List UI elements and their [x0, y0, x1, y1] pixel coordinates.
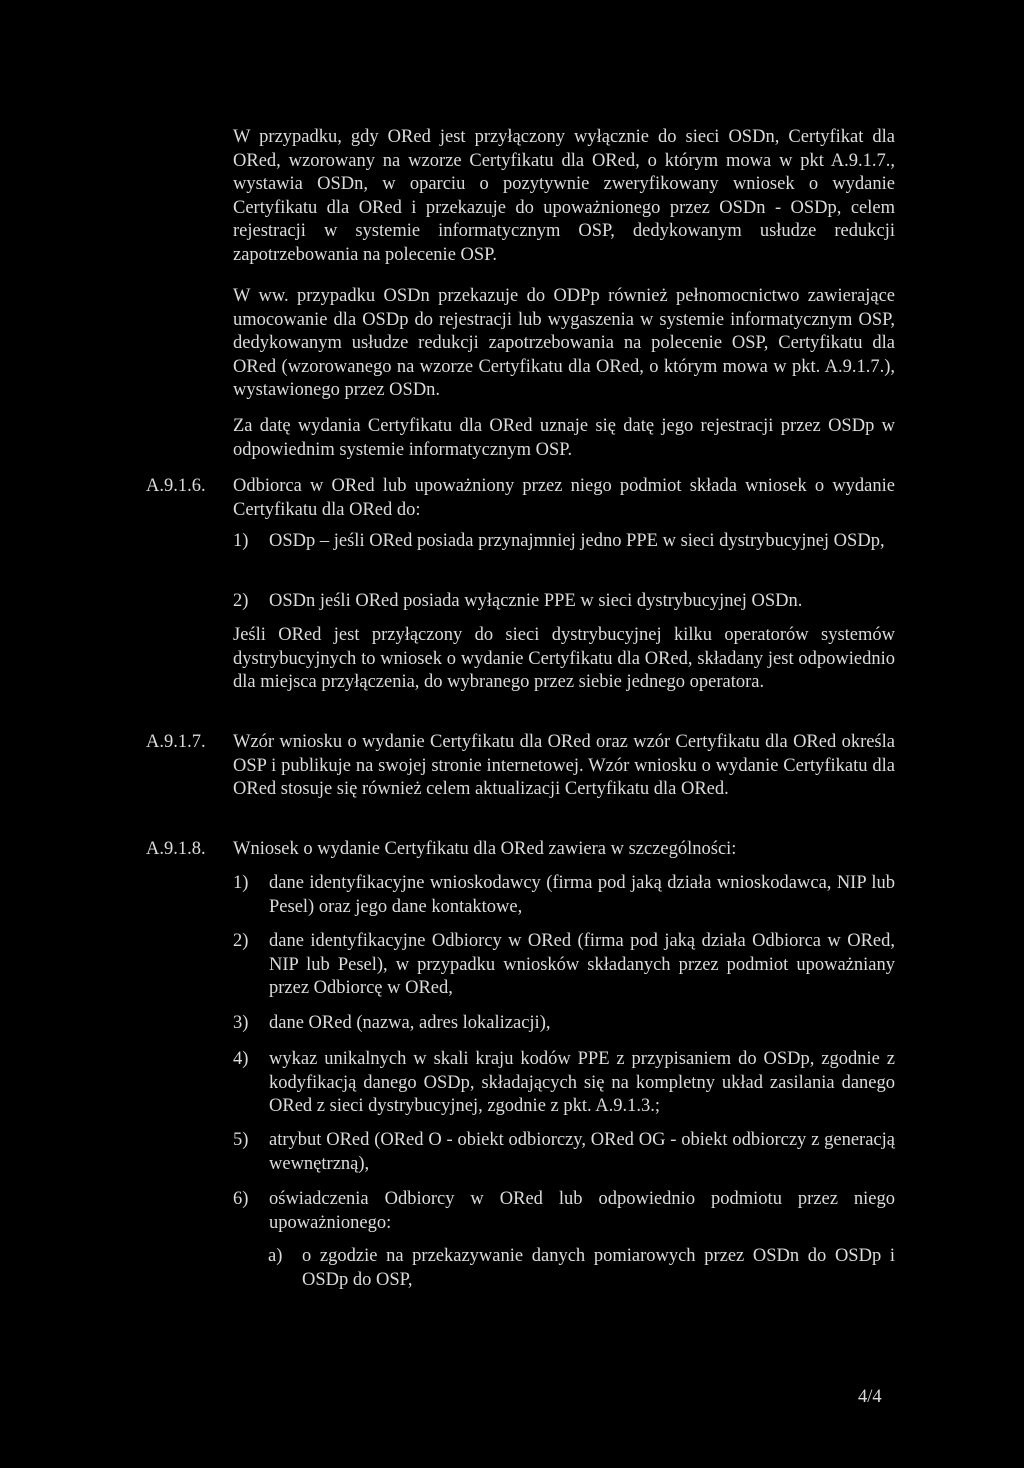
- list-item-text: OSDp – jeśli ORed posiada przynajmniej jedno PPE w sieci dystrybucyjnej OSDp,: [269, 531, 885, 551]
- list-item-text: dane ORed (nazwa, adres lokalizacji),: [269, 1013, 551, 1033]
- sub-list-item-label: a): [268, 1246, 283, 1266]
- section-number: A.9.1.8.: [146, 839, 206, 859]
- page-number: 4/4: [858, 1387, 882, 1407]
- paragraph-osdn-certificate: W przypadku, gdy ORed jest przyłączony wyłącznie do sieci OSDn, Certyfikat dla ORed, wzorowany na wzorze Certyfikatu dla ORed, o którym mowa w pkt A.9.1.7., wystawia OSDn, w oparciu o pozytywnie zweryfikowany wniosek o wydanie Certyfikatu dla ORed i przekazuje do upoważnionego przez OSDn - OSDp, celem rejestracji w systemie informatycznym OSP, dedykowanym usłudze redukcji zapotrzebowania na polecenie OSP.: [233, 127, 895, 265]
- list-item-text: OSDn jeśli ORed posiada wyłącznie PPE w sieci dystrybucyjnej OSDn.: [269, 591, 803, 611]
- list-item-label: 1): [233, 873, 249, 893]
- list-item-label: 5): [233, 1130, 249, 1150]
- section-number: A.9.1.7.: [146, 732, 206, 752]
- list-item-label: 3): [233, 1013, 249, 1033]
- list-item-label: 1): [233, 531, 249, 551]
- section-a916-intro: Odbiorca w ORed lub upoważniony przez niego podmiot składa wniosek o wydanie Certyfikatu dla ORed do:: [233, 476, 895, 520]
- list-item-label: 2): [233, 931, 249, 951]
- list-item-text: dane identyfikacyjne wnioskodawcy (firma pod jaką działa wnioskodawca, NIP lub Pesel) oraz jego dane kontaktowe,: [269, 873, 895, 917]
- list-item-text: atrybut ORed (ORed O - obiekt odbiorczy, ORed OG - obiekt odbiorczy z generacją wewnętrzną),: [269, 1130, 895, 1174]
- section-a917-text: Wzór wniosku o wydanie Certyfikatu dla ORed oraz wzór Certyfikatu dla ORed określa OSP i publikuje na swojej stronie internetowej. Wzór wniosku o wydanie Certyfikatu dla ORed stosuje się również celem aktualizacji Certyfikatu dla ORed.: [233, 732, 895, 799]
- paragraph-power-of-attorney: W ww. przypadku OSDn przekazuje do ODPp również pełnomocnictwo zawierające umocowanie dla OSDp do rejestracji lub wygaszenia w systemie informatycznym OSP, dedykowanym usłudze redukcji zapotrzebowania na polecenie OSP, Certyfikatu dla ORed (wzorowanego na wzorze Certyfikatu dla ORed, o którym mowa w pkt. A.9.1.7.), wystawionego przez OSDn.: [233, 286, 895, 400]
- list-item-label: 2): [233, 591, 249, 611]
- list-item-text: wykaz unikalnych w skali kraju kodów PPE z przypisaniem do OSDp, zgodnie z kodyfikacją danego OSDp, składających się na kompletny układ zasilania danego ORed z sieci dystrybucyjnej, zgodnie z pkt. A.9.1.3.;: [269, 1049, 895, 1116]
- list-item-label: 6): [233, 1189, 249, 1209]
- paragraph-issue-date: Za datę wydania Certyfikatu dla ORed uznaje się datę jego rejestracji przez OSDp w odpowiednim systemie informatycznym OSP.: [233, 416, 895, 460]
- section-a916-closing: Jeśli ORed jest przyłączony do sieci dystrybucyjnej kilku operatorów systemów dystrybucyjnych to wniosek o wydanie Certyfikatu dla ORed, składany jest odpowiednio dla miejsca przyłączenia, do wybranego przez siebie jednego operatora.: [233, 625, 895, 692]
- list-item-text: oświadczenia Odbiorcy w ORed lub odpowiednio podmiotu przez niego upoważnionego:: [269, 1189, 895, 1233]
- sub-list-item-text: o zgodzie na przekazywanie danych pomiarowych przez OSDn do OSDp i OSDp do OSP,: [302, 1246, 895, 1290]
- list-item-text: dane identyfikacyjne Odbiorcy w ORed (firma pod jaką działa Odbiorca w ORed, NIP lub Pesel), w przypadku wniosków składanych przez podmiot upoważniany przez Odbiorcę w ORed,: [269, 931, 895, 998]
- list-item-label: 4): [233, 1049, 249, 1069]
- section-a918-intro: Wniosek o wydanie Certyfikatu dla ORed zawiera w szczególności:: [233, 839, 737, 859]
- section-number: A.9.1.6.: [146, 476, 206, 496]
